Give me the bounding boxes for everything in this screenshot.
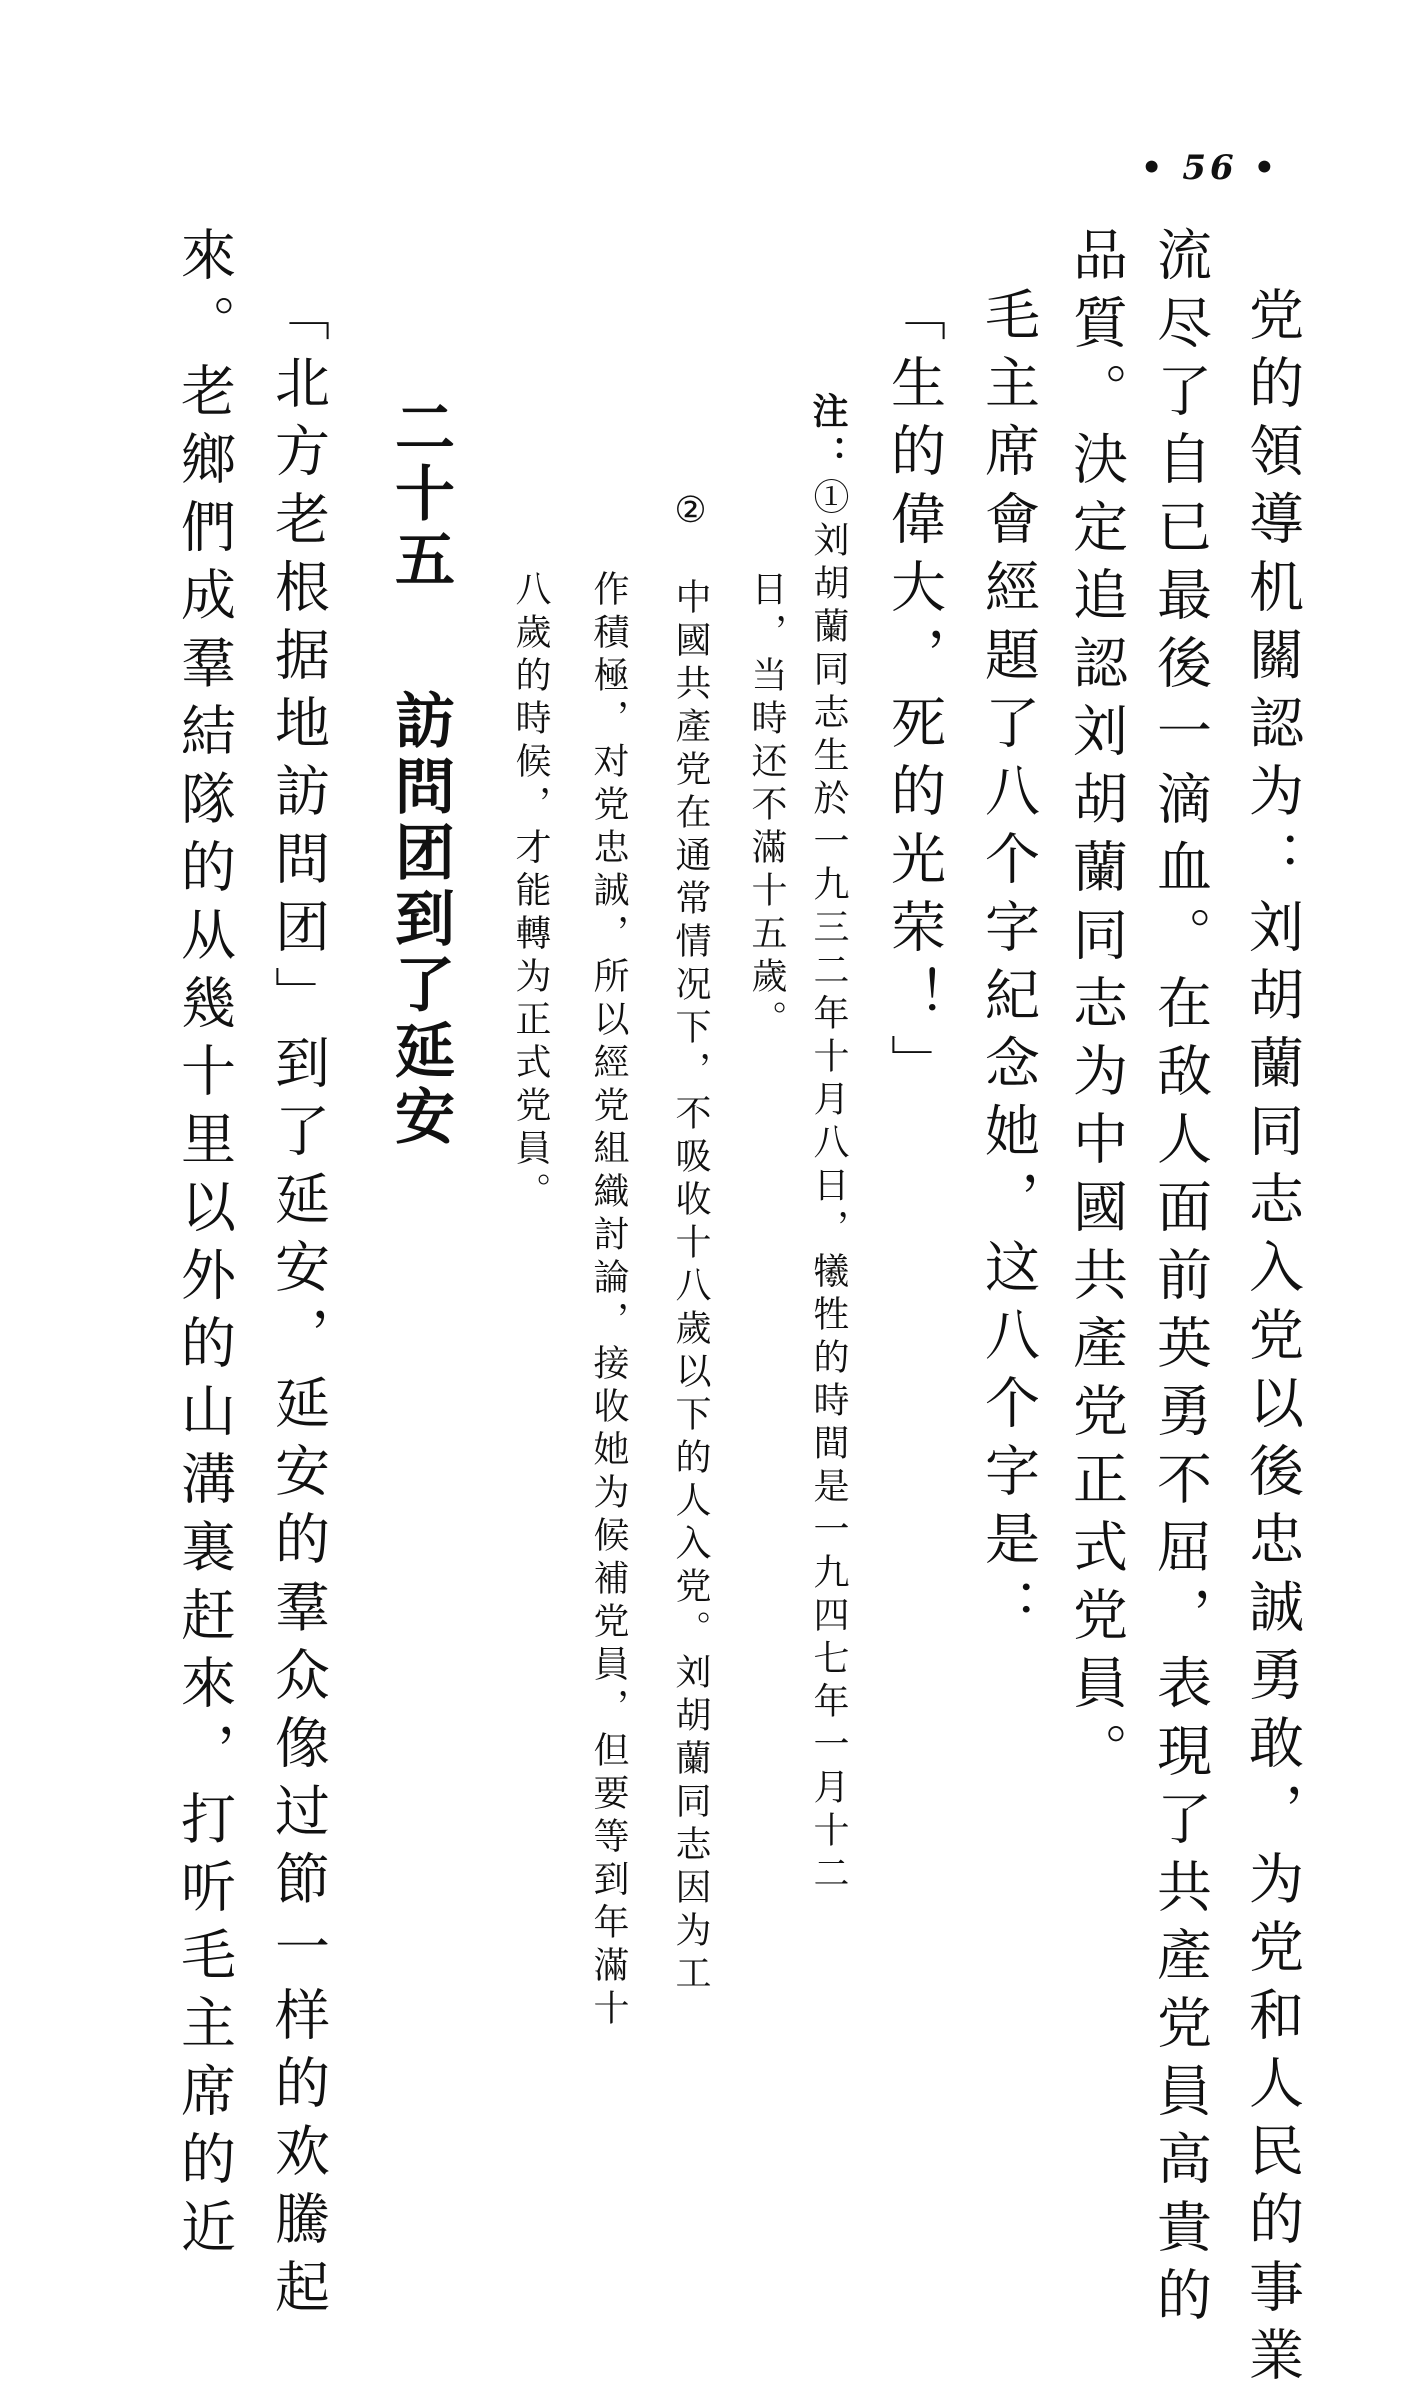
body-column-3: 品質。決定追認刘胡蘭同志为中國共產党正式党員。	[1064, 226, 1128, 1790]
body-column-2: 流尽了自已最後一滴血。在敌人面前英勇不屈，表現了共產党員高貴的	[1148, 226, 1212, 2334]
notes-label: 注：	[807, 392, 849, 478]
chapter-column-2: 來。老鄉們成羣結隊的从幾十里以外的山溝裏赶來，打听毛主席的近	[172, 226, 236, 2266]
body-column-4: 毛主席會經題了八个字紀念她，这八个字是：	[976, 286, 1040, 1646]
motto-quote: 「生的偉大，死的光荣！」	[882, 286, 946, 1102]
note-2-second-line: 作積極，对党忠誠，所以經党組織討論，接收她为候補党員，但要等到年滿十	[588, 570, 629, 2032]
chapter-heading	[385, 396, 455, 1151]
page-number: • 56 •	[1140, 148, 1280, 188]
note-2-third-line: 八歲的時候，才能轉为正式党員。	[510, 570, 551, 1215]
note-2-marker: ②	[670, 490, 711, 538]
body-column-1: 党的領導机關認为：刘胡蘭同志入党以後忠誠勇敢，为党和人民的事業	[1240, 286, 1304, 2394]
note-1-text: 刘胡蘭同志生於一九三二年十月八日，犧牲的時間是一九四七年一月十二	[808, 521, 849, 1897]
note-1-marker: ①	[808, 478, 849, 521]
note-1-second-line: 日，当時还不滿十五歲。	[746, 570, 787, 1043]
note-1-first-line	[807, 392, 849, 1897]
chapter-column-1: 「北方老根据地訪問团」到了延安，延安的羣众像过節一样的欢騰起	[266, 286, 330, 2326]
note-2-text: 中國共產党在通常情况下，不吸收十八歲以下的人入党。刘胡蘭同志因为工	[670, 578, 711, 1997]
chapter-title: 訪問团到了延安	[385, 689, 455, 1151]
note-2-first-line	[670, 490, 711, 1997]
chapter-number: 二十五	[385, 396, 455, 594]
